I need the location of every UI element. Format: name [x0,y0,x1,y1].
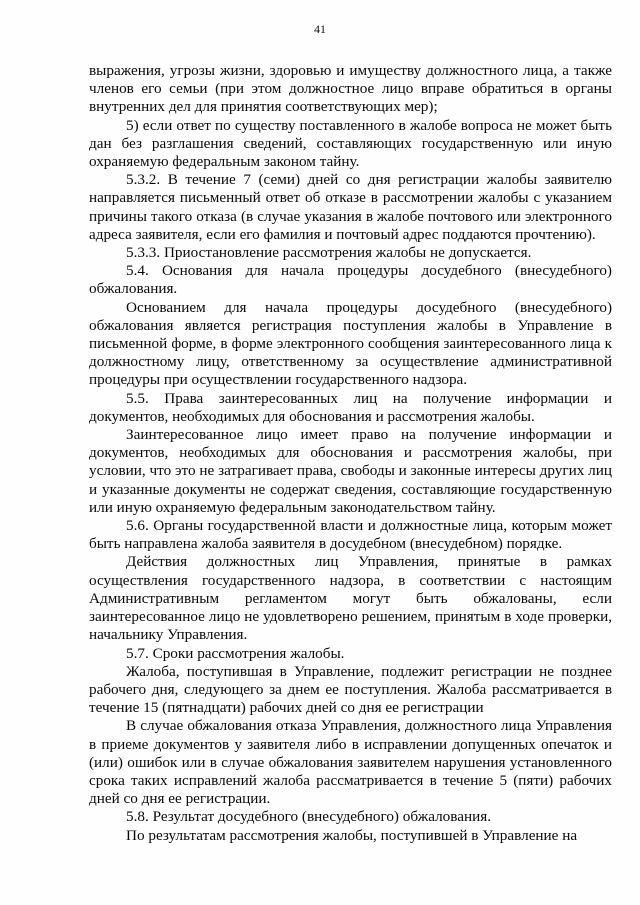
paragraph: 5.7. Сроки рассмотрения жалобы. [126,644,345,662]
paragraph: Жалоба, поступившая в Управление, подлежит регистрации не позднее рабочего дня, следующего за днем ее поступления. Жалоба рассматривается в течение 15 (пятнадцати) рабочих дней со дня ее регистрации [89,662,612,717]
paragraph: Основанием для начала процедуры досудебного (внесудебного) обжалования является регистрация поступления жалобы в Управление в письменной форме, в форме электронного сообщения заинтересованного лица к должностному лицу, ответственному за осуществление административной процедуры при осуществлении государственного надзора. [89,298,612,389]
paragraph: 5.5. Права заинтересованных лиц на получение информации и документов, необходимых для обоснования и рассмотрения жалобы. [89,389,612,425]
paragraph: Заинтересованное лицо имеет право на получение информации и документов, необходимых для обоснования и рассмотрения жалобы, при условии, что это не затрагивает права, свободы и законные интересы других лиц и указанные документы не содержат сведения, составляющие государственную или иную охраняемую федеральным законодательством тайну. [89,426,612,516]
paragraph: В случае обжалования отказа Управления, должностного лица Управления в приеме документов у заявителя либо в исправлении допущенных опечаток и (или) ошибок или в случае обжалования заявителем нарушения установленного срока таких исправлений жалоба рассматривается в течение 5 (пяти) рабочих дней со дня ее регистрации. [89,717,612,808]
paragraph: Действия должностных лиц Управления, принятые в рамках осуществления государственного надзора, в соответствии с настоящим Административным регламентом могут быть обжалованы, если заинтересованное лицо не удовлетворено решением, принятым в ходе проверки, начальнику Управления. [89,553,612,644]
body-text [89,62,612,845]
paragraph: 5.8. Результат досудебного (внесудебного) обжалования. [126,808,492,826]
page-number: 41 [314,22,326,36]
paragraph: 5.3.3. Приостановление рассмотрения жалобы не допускается. [126,244,532,262]
paragraph: 5.6. Органы государственной власти и должностные лица, которым может быть направлена жалоба заявителя в досудебном (внесудебном) порядке. [89,517,612,553]
paragraph: 5) если ответ по существу поставленного в жалобе вопроса не может быть дан без разглашения сведений, составляющих государственную или иную охраняемую федеральным законом тайну. [89,116,612,171]
paragraph: По результатам рассмотрения жалобы, поступившей в Управление на [126,826,578,844]
paragraph: 5.4. Основания для начала процедуры досудебного (внесудебного) обжалования. [89,262,612,298]
paragraph: выражения, угрозы жизни, здоровью и имуществу должностного лица, а также членов его семьи (при этом должностное лицо вправе обратиться в органы внутренних дел для принятия соответствующих мер); [89,62,612,116]
paragraph: 5.3.2. В течение 7 (семи) дней со дня регистрации жалобы заявителю направляется письменный ответ об отказе в рассмотрении жалобы с указанием причины такого отказа (в случае указания в жалобе почтового или электронного адреса заявителя, если его фамилия и почтовый адрес поддаются прочтению). [89,171,612,243]
